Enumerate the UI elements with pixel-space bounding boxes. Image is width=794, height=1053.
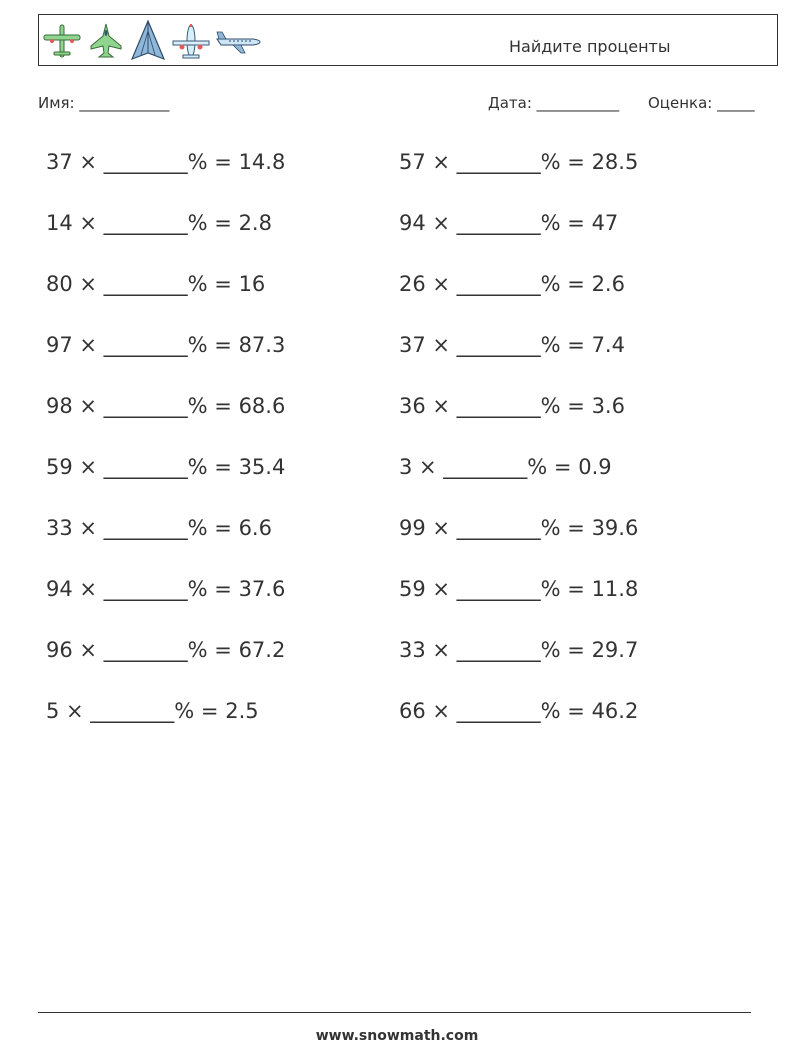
problem-left-2: 14 × ________% = 2.8	[46, 211, 272, 235]
problem-left-1: 37 × ________% = 14.8	[46, 150, 286, 174]
propeller-plane-icon	[171, 21, 211, 61]
problem-left-9: 96 × ________% = 67.2	[46, 638, 286, 662]
problem-right-2: 94 × ________% = 47	[399, 211, 619, 235]
problem-left-8: 94 × ________% = 37.6	[46, 577, 286, 601]
worksheet-title: Найдите проценты	[509, 37, 671, 56]
icon-strip	[41, 19, 261, 63]
problem-left-10: 5 × ________% = 2.5	[46, 699, 259, 723]
problem-left-6: 59 × ________% = 35.4	[46, 455, 286, 479]
name-field-label: Имя: ____________	[38, 94, 170, 112]
footer-divider	[38, 1012, 751, 1013]
problem-right-6: 3 × ________% = 0.9	[399, 455, 612, 479]
jet-fighter-icon	[87, 21, 125, 61]
airliner-icon	[215, 21, 261, 61]
problem-right-10: 66 × ________% = 46.2	[399, 699, 639, 723]
delta-wing-plane-icon	[129, 19, 167, 63]
footer-url: www.snowmath.com	[315, 1028, 479, 1044]
problem-left-3: 80 × ________% = 16	[46, 272, 266, 296]
problem-right-1: 57 × ________% = 28.5	[399, 150, 639, 174]
problem-right-3: 26 × ________% = 2.6	[399, 272, 625, 296]
problem-left-7: 33 × ________% = 6.6	[46, 516, 272, 540]
problem-left-5: 98 × ________% = 68.6	[46, 394, 286, 418]
problem-right-8: 59 × ________% = 11.8	[399, 577, 639, 601]
score-field-label: Оценка: _____	[648, 94, 755, 112]
date-field-label: Дата: ___________	[488, 94, 620, 112]
cross-wing-plane-icon	[41, 21, 83, 61]
problem-left-4: 97 × ________% = 87.3	[46, 333, 286, 357]
problem-right-4: 37 × ________% = 7.4	[399, 333, 625, 357]
header-box	[38, 14, 778, 66]
problem-right-9: 33 × ________% = 29.7	[399, 638, 639, 662]
problem-right-7: 99 × ________% = 39.6	[399, 516, 639, 540]
problem-right-5: 36 × ________% = 3.6	[399, 394, 625, 418]
